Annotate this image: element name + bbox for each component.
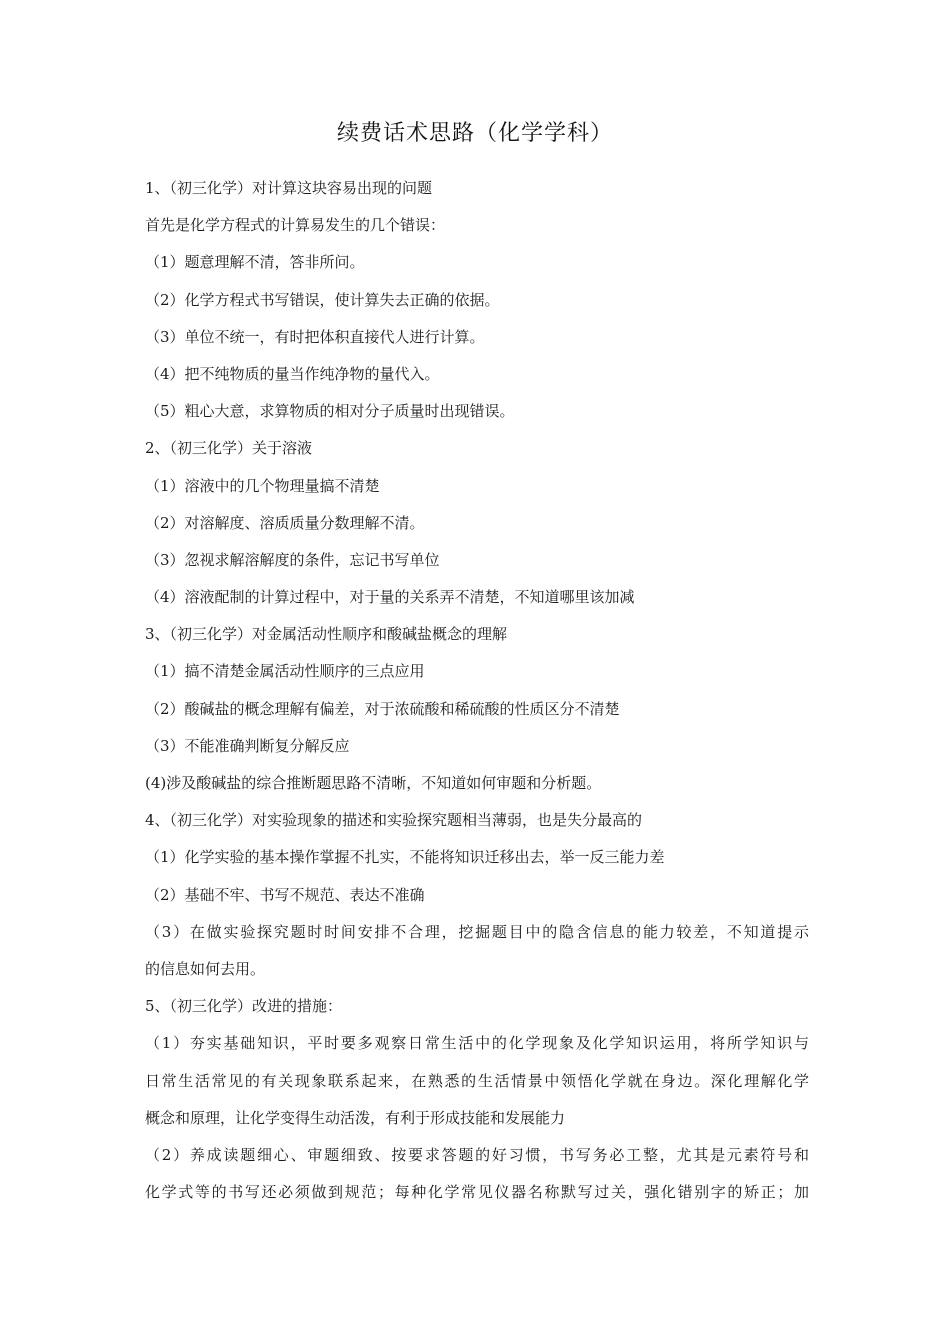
text-line: （3）不能准确判断复分解反应: [145, 736, 350, 755]
text-line: （4）溶液配制的计算过程中，对于量的关系弄不清楚，不知道哪里该加减: [145, 588, 635, 607]
page-title: 续费话术思路（化学学科）: [336, 121, 613, 146]
text-line: 首先是化学方程式的计算易发生的几个错误：: [145, 216, 446, 235]
text-line: 3、（初三化学）对金属活动性顺序和酸碱盐概念的理解: [145, 625, 508, 644]
text-line: 日常生活常见的有关现象联系起来，在熟悉的生活情景中领悟化学就在身边。深化理解化学: [145, 1071, 809, 1090]
text-line: （2）养成读题细心、审题细致、按要求答题的好习惯，书写务必工整，尤其是元素符号和: [145, 1145, 809, 1164]
text-line: （2）化学方程式书写错误，使计算失去正确的依据。: [145, 290, 500, 309]
text-line: （4）把不纯物质的量当作纯净物的量代入。: [145, 364, 440, 383]
document-body: [145, 170, 809, 1211]
text-line: 2、（初三化学）关于溶液: [145, 439, 313, 458]
text-line: （1）题意理解不清，答非所问。: [145, 253, 365, 272]
text-line: 概念和原理，让化学变得生动活泼，有利于形成技能和发展能力: [145, 1108, 566, 1127]
text-line: （5）粗心大意，求算物质的相对分子质量时出现错误。: [145, 402, 515, 421]
text-line: 化学式等的书写还必须做到规范；每种化学常见仪器名称默写过关，强化错别字的矫正；加: [145, 1183, 809, 1202]
text-line: （1）溶液中的几个物理量搞不清楚: [145, 476, 380, 495]
text-line: （1）搞不清楚金属活动性顺序的三点应用: [145, 662, 425, 681]
text-line: （2）酸碱盐的概念理解有偏差，对于浓硫酸和稀硫酸的性质区分不清楚: [145, 699, 620, 718]
text-line: 的信息如何去用。: [145, 959, 266, 978]
text-line: （1）夯实基础知识，平时要多观察日常生活中的化学现象及化学知识运用，将所学知识与: [145, 1034, 809, 1053]
text-line: 4、（初三化学）对实验现象的描述和实验探究题相当薄弱，也是失分最高的: [145, 811, 643, 830]
text-line: （3）在做实验探究题时时间安排不合理，挖掘题目中的隐含信息的能力较差，不知道提示: [145, 922, 809, 941]
text-line: （2）基础不牢、书写不规范、表达不准确: [145, 885, 425, 904]
text-line: 5、（初三化学）改进的措施：: [145, 997, 343, 1016]
text-line: （3）单位不统一，有时把体积直接代人进行计算。: [145, 327, 485, 346]
text-line: （3）忽视求解溶解度的条件，忘记书写单位: [145, 550, 440, 569]
text-line: (4)涉及酸碱盐的综合推断题思路不清晰，不知道如何审题和分析题。: [145, 774, 602, 792]
text-line: （1）化学实验的基本操作掌握不扎实，不能将知识迁移出去，举一反三能力差: [145, 848, 665, 867]
text-line: （2）对溶解度、溶质质量分数理解不清。: [145, 513, 425, 532]
text-line: 1、（初三化学）对计算这块容易出现的问题: [145, 179, 433, 197]
